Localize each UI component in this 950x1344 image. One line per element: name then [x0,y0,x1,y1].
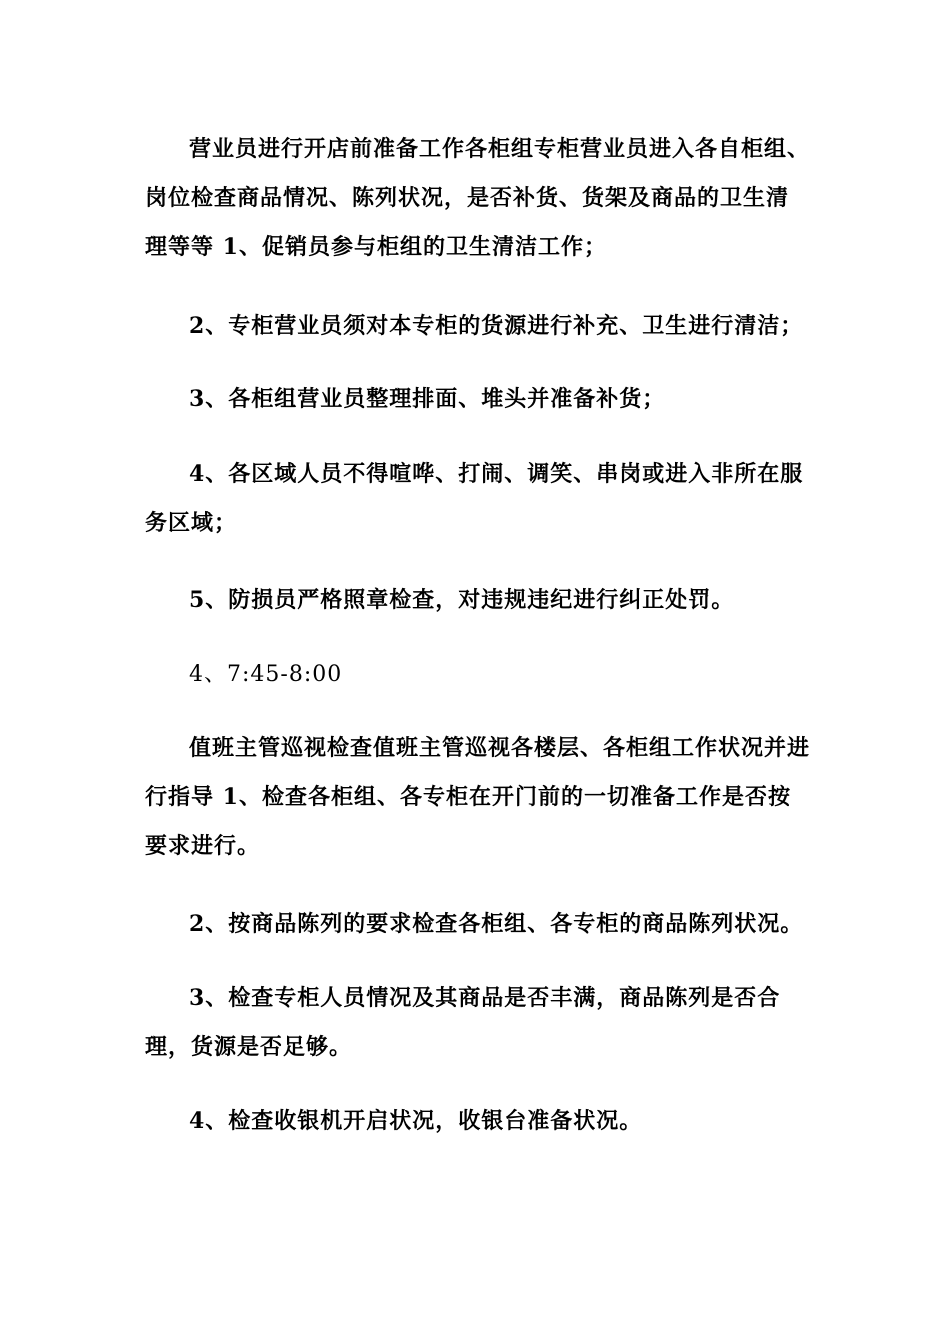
paragraph-item-2-restock: 2、专柜营业员须对本专柜的货源进行补充、卫生进行清洁； [189,313,804,339]
paragraph-check-staff-goods: 3、检查专柜人员情况及其商品是否丰满，商品陈列是否合理，货源是否足够。 [145,985,781,1060]
paragraph-supervisor-inspection: 值班主管巡视检查值班主管巡视各楼层、各柜组工作状况并进行指导 1、检查各柜组、各专柜在开门前的一切准备工作是否按要求进行。 [145,735,811,859]
paragraph-time-slot: 4、7:45-8:00 [189,662,343,687]
paragraph-check-cashier: 4、检查收银机开启状况，收银台准备状况。 [189,1108,643,1134]
paragraph-item-3-arrange: 3、各柜组营业员整理排面、堆头并准备补货； [189,386,666,412]
paragraph-opening-prep: 营业员进行开店前准备工作各柜组专柜营业员进入各自柜组、岗位检查商品情况、陈列状况，是否补货、货架及商品的卫生清理等等 1、促销员参与柜组的卫生清洁工作； [145,136,811,260]
paragraph-item-5-security: 5、防损员严格照章检查，对违规违纪进行纠正处罚。 [189,587,735,613]
paragraph-item-4-conduct: 4、各区域人员不得喧哗、打闹、调笑、串岗或进入非所在服务区域； [145,461,804,536]
paragraph-check-display: 2、按商品陈列的要求检查各柜组、各专柜的商品陈列状况。 [189,911,804,937]
